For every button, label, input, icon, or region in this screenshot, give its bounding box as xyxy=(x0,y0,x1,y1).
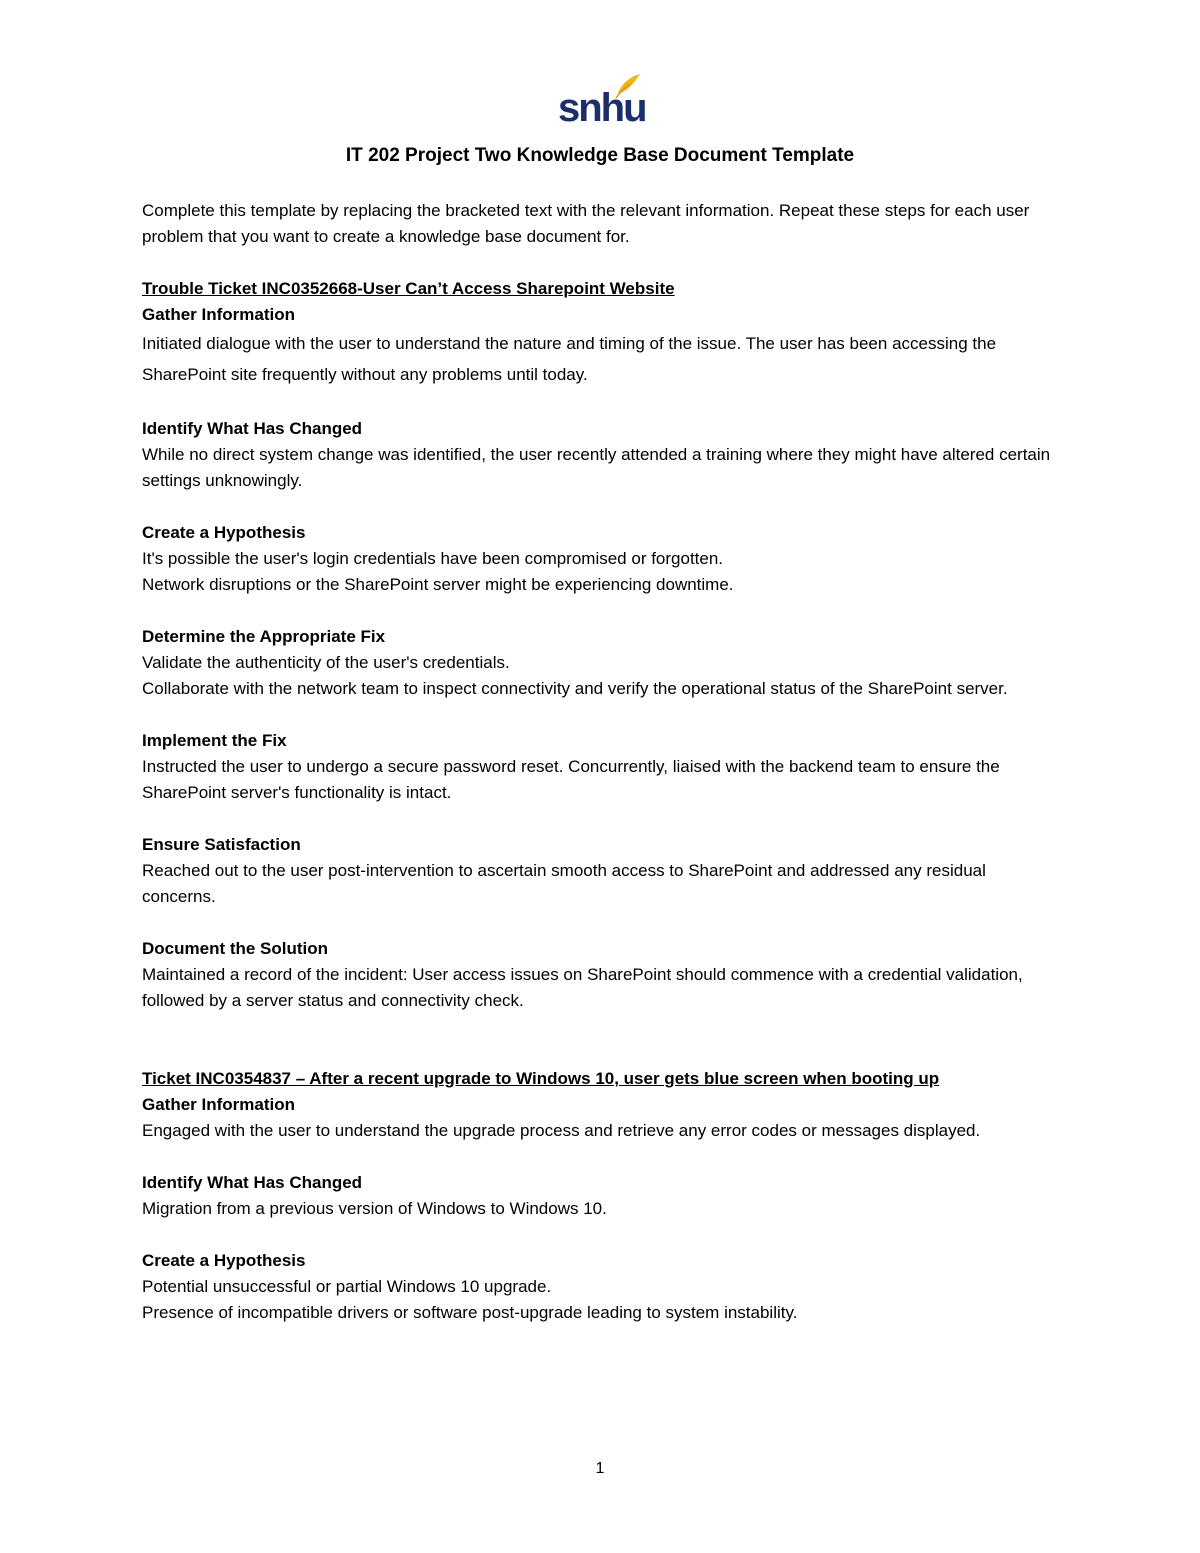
section-heading: Ensure Satisfaction xyxy=(142,835,301,854)
kb-section xyxy=(142,1170,1052,1222)
section-heading: Implement the Fix xyxy=(142,731,287,750)
kb-section xyxy=(142,936,1052,1014)
kb-section xyxy=(142,728,1052,806)
spacer xyxy=(142,1040,1052,1066)
section-text: Presence of incompatible drivers or software post-upgrade leading to system instability. xyxy=(142,1303,798,1322)
page-number: 1 xyxy=(595,1460,605,1477)
section-heading: Document the Solution xyxy=(142,939,329,958)
section-text: Instructed the user to undergo a secure password reset. Concurrently, liaised with the backend team to ensure the SharePoint server's functionality is intact. xyxy=(142,757,1000,802)
leaf-icon xyxy=(614,72,642,100)
kb-section xyxy=(142,1248,1052,1326)
section-heading: Gather Information xyxy=(142,1095,296,1114)
kb-section xyxy=(142,624,1052,702)
intro-paragraph: Complete this template by replacing the bracketed text with the relevant information. Repeat these steps for each user problem that you want to create a knowledge base document for. xyxy=(142,201,1030,246)
kb-section xyxy=(142,520,1052,598)
ticket-title: Trouble Ticket INC0352668-User Can’t Access Sharepoint Website xyxy=(142,279,675,298)
section-text: While no direct system change was identified, the user recently attended a training where they might have altered certain settings unknowingly. xyxy=(142,445,1051,490)
section-text: Maintained a record of the incident: User access issues on SharePoint should commence with a credential validation, followed by a server status and connectivity check. xyxy=(142,965,1023,1010)
section-heading: Identify What Has Changed xyxy=(142,1173,363,1192)
kb-section xyxy=(142,416,1052,494)
document-title: IT 202 Project Two Knowledge Base Document Template xyxy=(345,145,855,166)
kb-section xyxy=(142,832,1052,910)
section-text: Migration from a previous version of Windows to Windows 10. xyxy=(142,1199,607,1218)
section-text: Collaborate with the network team to inspect connectivity and verify the operational status of the SharePoint server. xyxy=(142,679,1008,698)
kb-section xyxy=(142,1092,1052,1144)
section-heading: Create a Hypothesis xyxy=(142,1251,306,1270)
section-text: Engaged with the user to understand the upgrade process and retrieve any error codes or messages displayed. xyxy=(142,1121,981,1140)
snhu-logo xyxy=(558,72,648,132)
section-text: Reached out to the user post-intervention to ascertain smooth access to SharePoint and addressed any residual concerns. xyxy=(142,861,986,906)
section-heading: Identify What Has Changed xyxy=(142,419,363,438)
kb-section xyxy=(142,302,1052,390)
section-text: It's possible the user's login credentials have been compromised or forgotten. xyxy=(142,549,724,568)
section-heading: Create a Hypothesis xyxy=(142,523,306,542)
logo-wordmark: snhu xyxy=(558,86,646,130)
ticket-title: Ticket INC0354837 – After a recent upgrade to Windows 10, user gets blue screen when booting up xyxy=(142,1069,940,1088)
document-body xyxy=(142,198,1052,1352)
section-text: Initiated dialogue with the user to understand the nature and timing of the issue. The user has been accessing the SharePoint site frequently without any problems until today. xyxy=(142,334,997,384)
section-text: Potential unsuccessful or partial Windows 10 upgrade. xyxy=(142,1277,552,1296)
section-heading: Determine the Appropriate Fix xyxy=(142,627,386,646)
section-text: Network disruptions or the SharePoint server might be experiencing downtime. xyxy=(142,575,734,594)
section-heading: Gather Information xyxy=(142,305,296,324)
section-text: Validate the authenticity of the user's credentials. xyxy=(142,653,510,672)
